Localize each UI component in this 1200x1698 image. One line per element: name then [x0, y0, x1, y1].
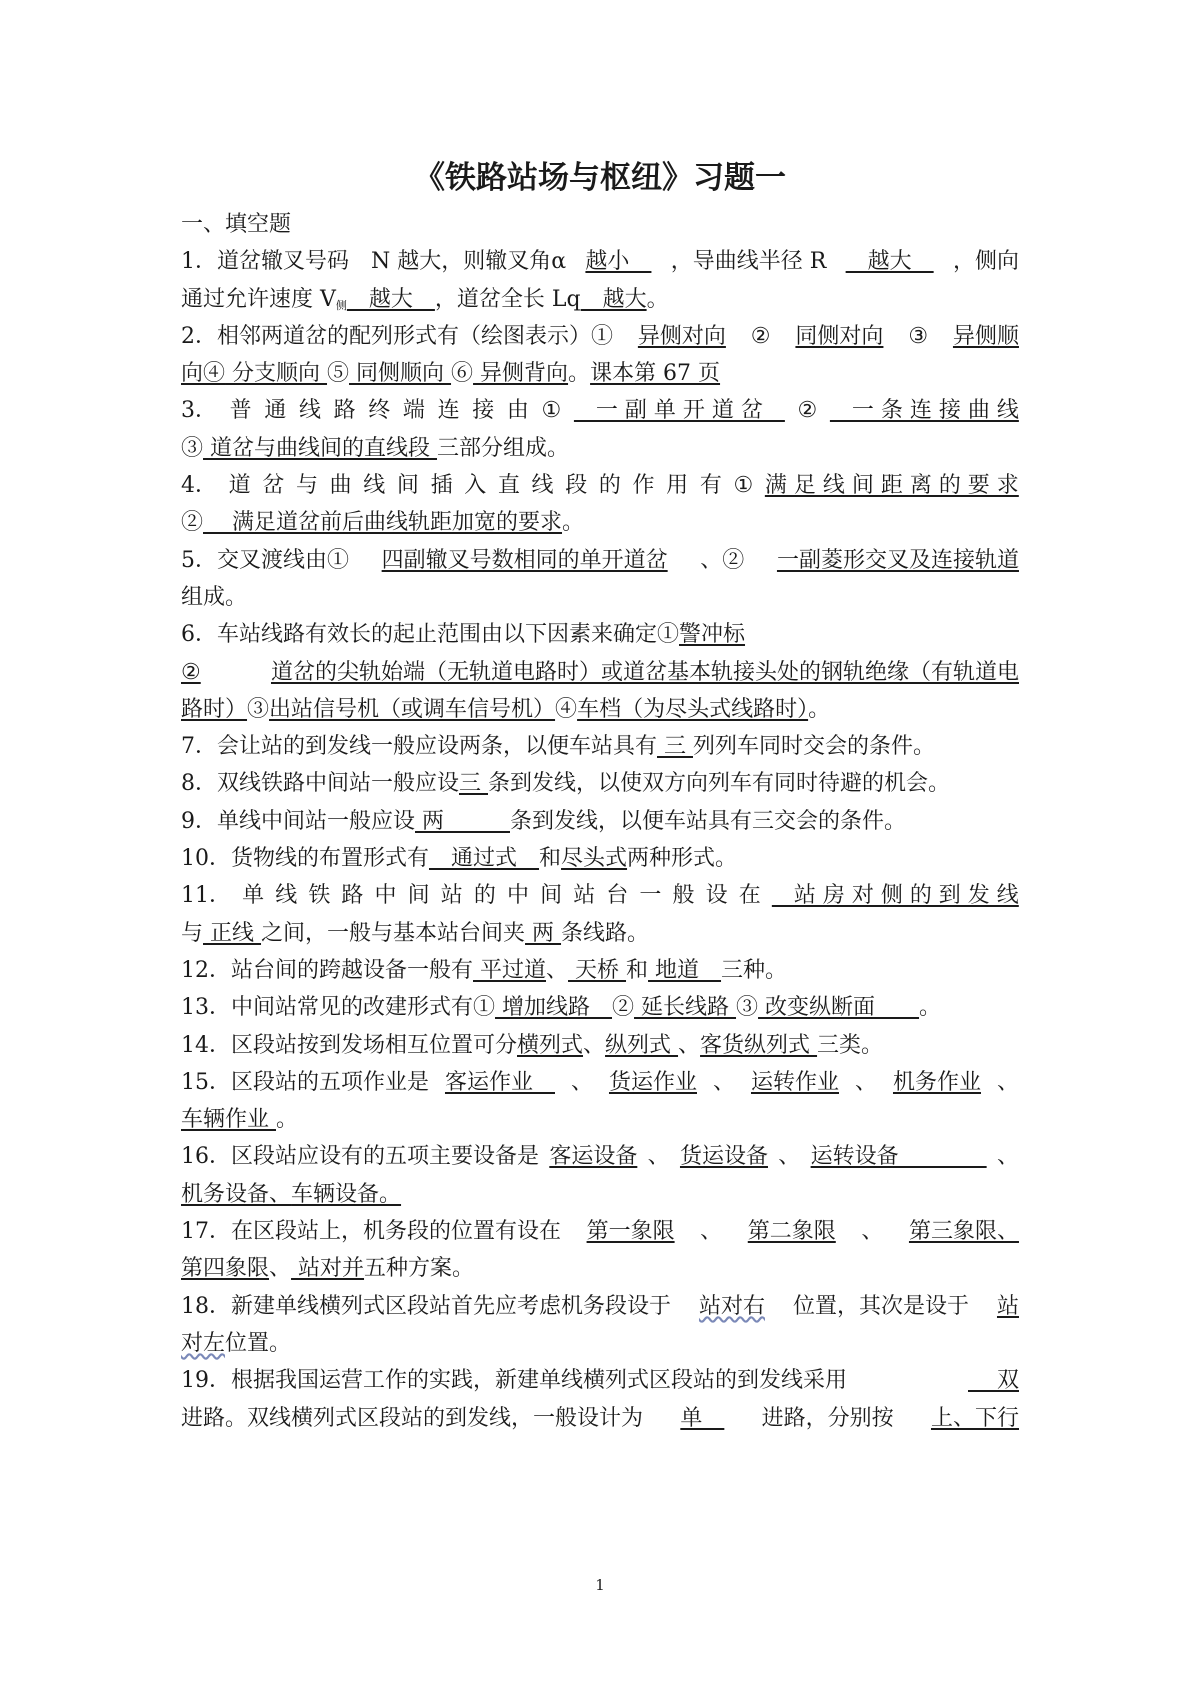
answer-blank: 站对右: [698, 1293, 765, 1319]
answer-blank: 路时）: [181, 696, 248, 722]
answer-blank: 越大: [845, 249, 934, 275]
answer-blank: 越大: [580, 286, 647, 312]
page-number: 1: [595, 1576, 605, 1594]
answer-blank: 同侧对向: [795, 323, 884, 349]
answer-blank: 天桥: [568, 957, 627, 983]
answer-blank: 通过式: [429, 846, 540, 872]
answer-blank: 越小: [585, 249, 652, 275]
answer-blank: 对左: [181, 1330, 226, 1356]
answer-blank: 改变纵断面: [758, 995, 920, 1021]
question-12: 12．站台间的跨越设备一般有 平过道、 天桥 和 地道 三种。: [181, 957, 788, 983]
answer-blank: 地道: [648, 957, 722, 983]
answer-blank: 异侧对向: [637, 323, 726, 349]
answer-blank: 双: [968, 1368, 1019, 1394]
question-13: 13．中间站常见的改建形式有① 增加线路 ② 延长线路 ③ 改变纵断面 。: [181, 995, 942, 1021]
answer-blank: 三: [459, 771, 488, 797]
answer-blank: 站: [996, 1293, 1019, 1319]
question-6-line-2: ② 道岔的尖轨始端（无轨道电路时）或道岔基本轨接头处的钢轨绝缘（有轨道电: [181, 654, 1019, 691]
answer-blank: 正线: [203, 920, 262, 946]
question-5-line-2: 组成。: [181, 584, 248, 610]
answer-blank: 延长线路: [634, 995, 737, 1021]
section-heading: 一、填空题: [181, 212, 292, 237]
answer-blank: 第二象限: [747, 1219, 836, 1245]
question-19-line-1: 19．根据我国运营工作的实践，新建单线横列式区段站的到发线采用 双: [181, 1362, 1019, 1399]
answer-blank: 警冲标: [679, 622, 746, 648]
answer-blank: 客货纵列式: [700, 1032, 818, 1058]
answer-blank: 尽头式: [561, 846, 628, 872]
question-3-line-1: 3． 普 通 线 路 终 端 连 接 由 ① 一 副 单 开 道 岔 ② 一 条 连 接 曲 线: [181, 392, 1019, 429]
question-15-line-2: 车辆作业 。: [181, 1107, 299, 1133]
question-14: 14．区段站按到发场相互位置可分横列式、纵列式 、客货纵列式 三类。: [181, 1032, 884, 1058]
answer-blank: 站对并: [291, 1256, 365, 1282]
answer-blank: 道岔的尖轨始端（无轨道电路时）或道岔基本轨接头处的钢轨绝缘（有轨道电: [270, 659, 1019, 685]
question-3-line-2: ③ 道岔与曲线间的直线段 三部分组成。: [181, 435, 570, 461]
answer-blank: 机务作业: [892, 1069, 981, 1095]
answer-blank: 同侧顺向: [349, 361, 452, 387]
question-6-line-1: 6．车站线路有效长的起止范围由以下因素来确定①警冲标: [181, 622, 746, 648]
answer-blank: 平过道: [473, 957, 546, 983]
answer-blank: 第三象限、: [908, 1219, 1019, 1245]
question-10: 10．货物线的布置形式有 通过式 和尽头式两种形式。: [181, 846, 738, 872]
answer-blank: 货运作业: [608, 1069, 697, 1095]
answer-blank: 四副辙叉号数相同的单开道岔: [381, 547, 668, 573]
question-5-line-1: 5．交叉渡线由① 四副辙叉号数相同的单开道岔 、② 一副菱形交叉及连接轨道: [181, 542, 1019, 579]
answer-blank: 异侧背向: [473, 361, 569, 387]
question-17-line-1: 17．在区段站上，机务段的位置有设在 第一象限 、 第二象限 、 第三象限、: [181, 1213, 1019, 1250]
answer-blank: 一副菱形交叉及连接轨道: [776, 547, 1019, 573]
answer-blank: 上、下行: [930, 1405, 1019, 1431]
question-2-line-1: 2．相邻两道岔的配列形式有（绘图表示）① 异侧对向 ② 同侧对向 ③ 异侧顺: [181, 318, 1019, 355]
question-15-line-1: 15．区段站的五项作业是 客运作业 、 货运作业 、 运转作业 、 机务作业 、: [181, 1064, 1019, 1101]
answer-blank: 运转作业: [750, 1069, 839, 1095]
answer-blank: 单: [680, 1405, 725, 1431]
answer-blank: 满足道岔前后曲线轨距加宽的要求: [203, 510, 563, 536]
answer-blank: 增加线路: [495, 995, 612, 1021]
answer-blank: 第四象限: [181, 1256, 270, 1282]
question-16-line-1: 16．区段站应设有的五项主要设备是 客运设备 、 货运设备 、 运转设备 、: [181, 1138, 1019, 1175]
question-1-line-1: 1．道岔辙叉号码 N 越大，则辙叉角α 越小 ，导曲线半径 R 越大 ，侧向: [181, 243, 1019, 280]
question-18-line-1: 18．新建单线横列式区段站首先应考虑机务段设于 站对右 位置，其次是设于 站: [181, 1288, 1019, 1325]
answer-blank: 道岔与曲线间的直线段: [203, 435, 438, 461]
question-8: 8．双线铁路中间站一般应设三 条到发线，以使双方向列车有同时待避的机会。: [181, 771, 951, 797]
question-16-line-2: 机务设备、车辆设备。: [181, 1181, 402, 1207]
answer-blank: 第一象限: [586, 1219, 675, 1245]
answer-blank: 两: [525, 920, 562, 946]
question-19-line-2: 进路。双线横列式区段站的到发线，一般设计为 单 进路，分别按 上、下行: [181, 1400, 1019, 1437]
answer-blank: 分支顺向: [225, 361, 328, 387]
page-title: 《铁路站场与枢纽》习题一: [414, 160, 786, 196]
answer-blank: 车辆作业: [181, 1107, 276, 1133]
answer-blank: 运转设备: [810, 1144, 987, 1170]
answer-blank: 客运作业: [444, 1069, 555, 1095]
answer-blank: 横列式: [517, 1032, 584, 1058]
answer-blank: 一 条 连 接 曲 线: [829, 398, 1019, 424]
answer-blank: 满 足 线 间 距 离 的 要 求: [764, 473, 1019, 499]
answer-blank: 货运设备: [679, 1144, 768, 1170]
answer-blank: 两: [415, 808, 510, 834]
question-11-line-2: 与 正线 之间，一般与基本站台间夹 两 条线路。: [181, 920, 650, 946]
answer-blank: 三: [657, 734, 693, 760]
textbook-reference: 课本第 67 页: [590, 361, 721, 387]
question-1-line-2: 通过允许速度 $V_侧$ 越大 ，道岔全长 Lq 越大。: [181, 286, 669, 312]
question-17-line-2: 第四象限、 站对并五种方案。: [181, 1256, 475, 1282]
answer-blank: 客运设备: [549, 1144, 638, 1170]
answer-blank: 一 副 单 开 道 岔: [573, 398, 785, 424]
question-18-line-2: 对左位置。: [181, 1330, 292, 1356]
answer-blank: 站 房 对 侧 的 到 发 线: [771, 883, 1019, 909]
question-6-line-3: 路时）③出站信号机（或调车信号机）④车档（为尽头式线路时）。: [181, 696, 831, 722]
answer-blank: 纵列式: [605, 1032, 679, 1058]
answer-blank: 异侧顺: [952, 323, 1019, 349]
question-4-line-2: ② 满足道岔前后曲线轨距加宽的要求。: [181, 510, 585, 536]
question-2-line-2: 向④ 分支顺向 ⑤ 同侧顺向 ⑥ 异侧背向。课本第 67 页: [181, 361, 721, 387]
question-7: 7．会让站的到发线一般应设两条，以便车站具有 三 列列车同时交会的条件。: [181, 734, 936, 760]
question-11-line-1: 11． 单 线 铁 路 中 间 站 的 中 间 站 台 一 般 设 在 站 房 对 侧 的 到 发 线: [181, 877, 1019, 914]
answer-blank: 车辆设备。: [291, 1181, 402, 1207]
question-4-line-1: 4． 道 岔 与 曲 线 间 插 入 直 线 段 的 作 用 有 ① 满 足 线 间 距 离 的 要 求: [181, 467, 1019, 504]
answer-blank: 出站信号机（或调车信号机）: [269, 696, 556, 722]
answer-blank: 机务设备: [181, 1181, 270, 1207]
question-9: 9．单线中间站一般应设 两 条到发线，以便车站具有三交会的条件。: [181, 808, 907, 834]
answer-blank: 越大: [346, 286, 435, 312]
answer-blank: 车档（为尽头式线路时）: [577, 696, 809, 722]
exercise-body: [181, 206, 1019, 1437]
